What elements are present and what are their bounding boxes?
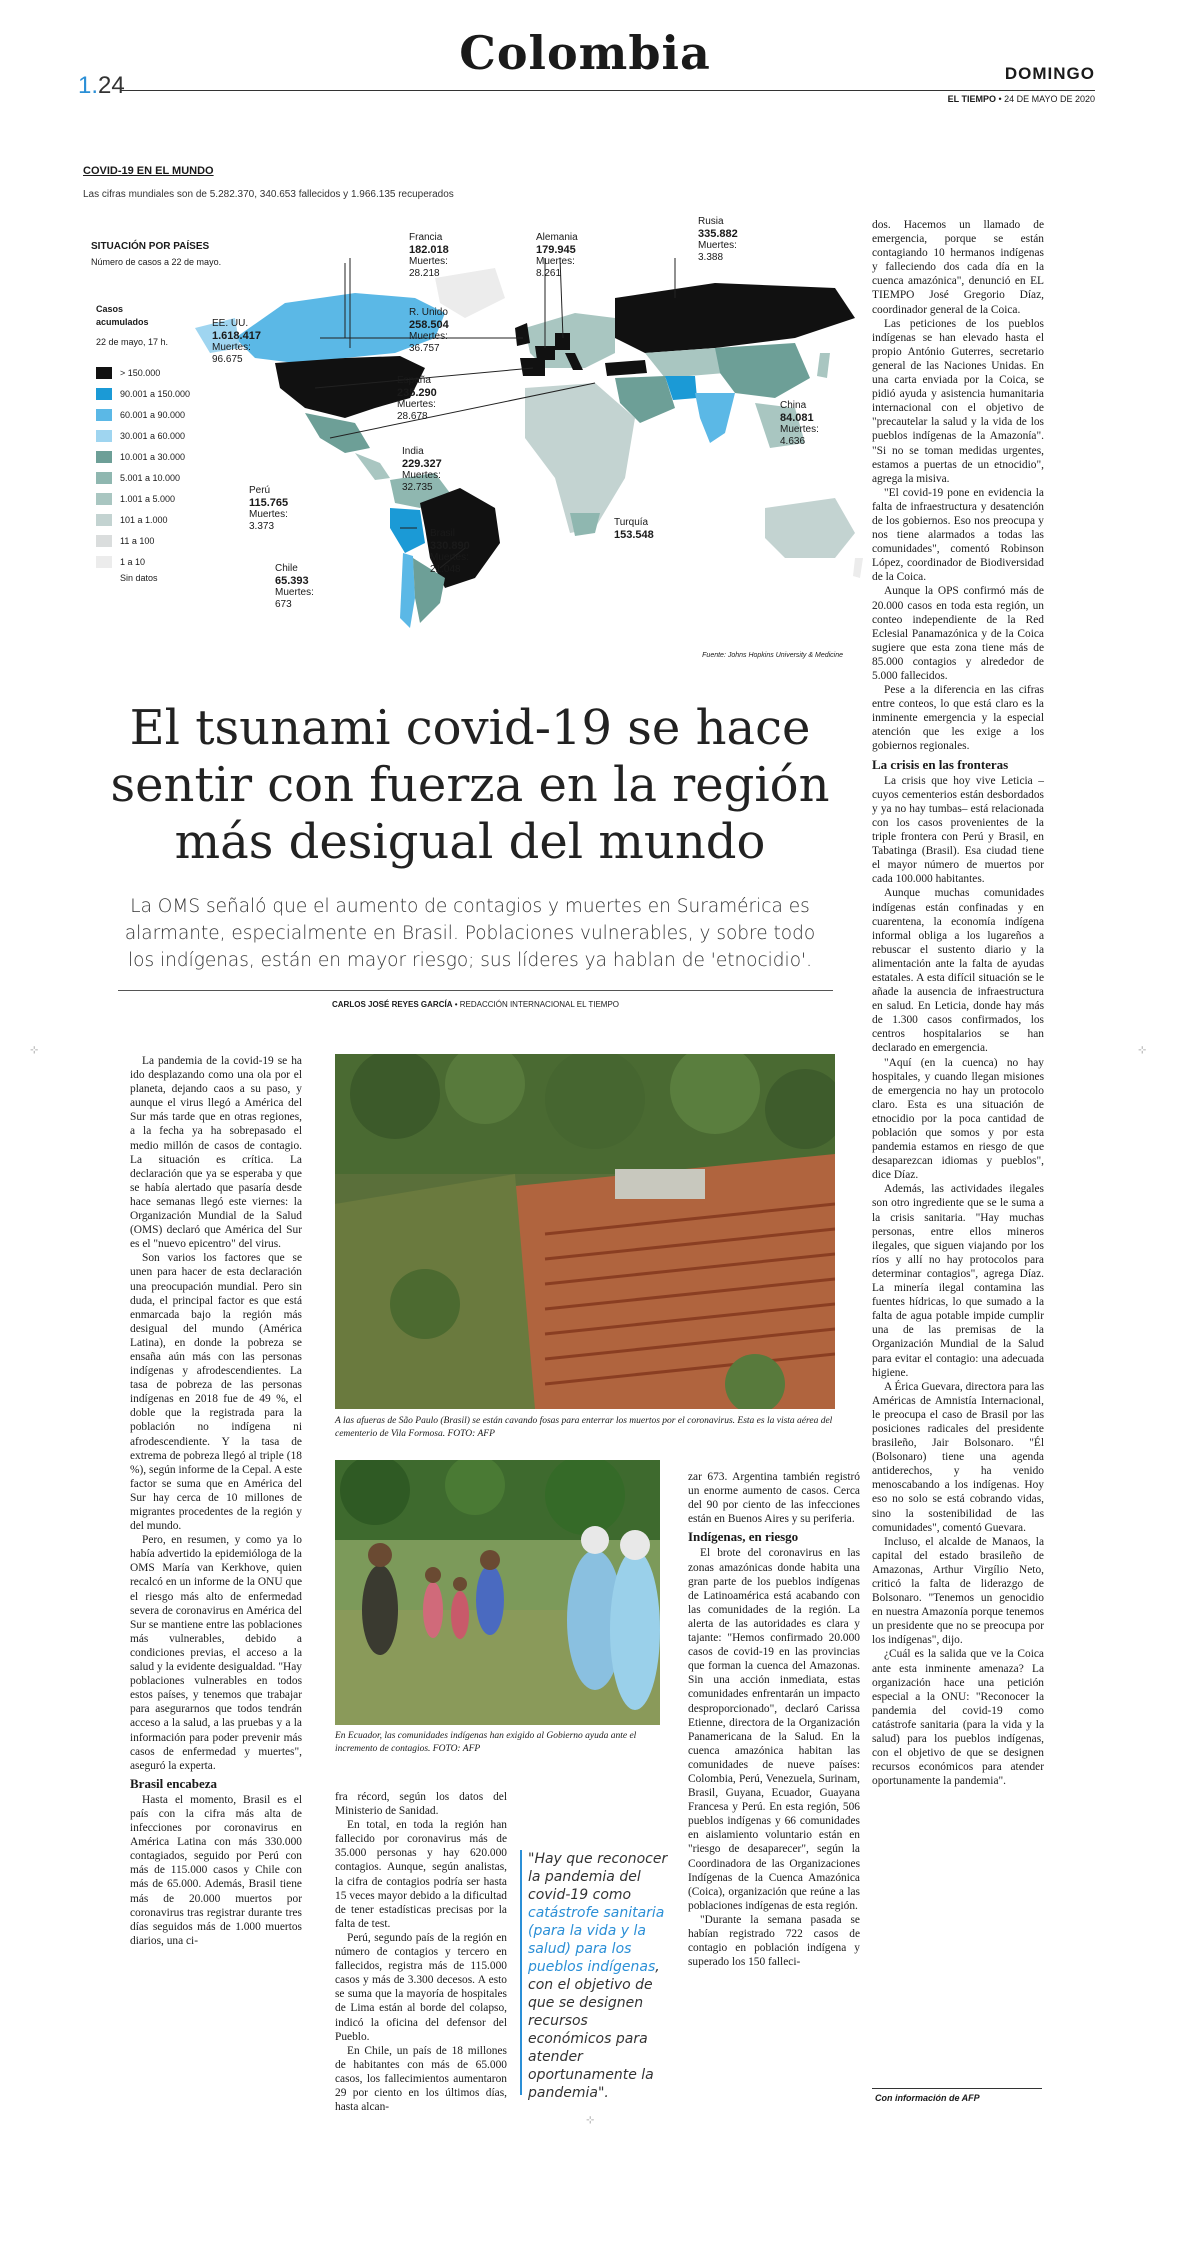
central-america-shape: [355, 453, 390, 480]
legend-swatch: [96, 514, 112, 526]
page-number-value: 24: [98, 72, 125, 99]
body-paragraph: "El covid-19 pone en evidencia la falta de infraestructura y desatención de los gobiernos. Eso nos preocupa y nos tiene alarmados a todas las comunidades", comentó Robinson López, coordinador de Biodiversidad de la Coica.: [872, 486, 1044, 584]
byline-rule: [118, 990, 833, 991]
body-paragraph: Además, las actividades ilegales son otro ingrediente que se le suma a la crisis sanitaria. "Hay muchas personas, entre ellos mineros ilegales, que siguen viajando por los ríos y allí no hay protocolos para determinar contagios", agrega Díaz. La minería ilegal contamina las fuentes hídricas, lo que sumado a la falta de agua potable impide cumplir una de las premisas de la Organización Mundial de la Salud para evitar el contagio: una adecuada higiene.: [872, 1183, 1044, 1379]
article-lead: La OMS señaló que el aumento de contagios y muertes en Suramérica es alarmante, especialmente en Brasil. Poblaciones vulnerables, y sobre todo los indígenas, están en mayor riesgo; sus líderes ya hablan de 'etnocidio'.: [124, 896, 816, 971]
body-column-4: [872, 218, 1044, 1788]
country-label-line: 3.388: [698, 252, 724, 263]
body-paragraph: Pese a la diferencia en las cifras entre conteos, lo que está claro es la inminente emergencia y la especial atención que les exige a los gobiernos regionales.: [872, 684, 1044, 753]
country-label-line: España: [397, 375, 431, 386]
country-label-line: 153.548: [614, 529, 654, 541]
legend-label: 5.001 a 10.000: [120, 472, 181, 483]
country-label-line: 115.765: [249, 497, 289, 509]
country-label-line: Muertes:: [430, 552, 469, 563]
country-label-line: Muertes:: [249, 509, 288, 520]
country-label-line: Muertes:: [780, 424, 819, 435]
body-column-2: [335, 1790, 507, 2114]
legend-swatch: [96, 388, 112, 400]
legend-item: [96, 530, 190, 551]
legend-label: > 150.000: [120, 367, 161, 378]
country-label-line: 179.945: [536, 244, 576, 256]
legend-item: [96, 551, 190, 572]
legend-item: [96, 488, 190, 509]
country-label-line: 32.735: [402, 482, 433, 493]
article-headline: El tsunami covid-19 se hace sentir con fuerza en la región más desigual del mundo: [110, 700, 830, 870]
body-paragraph: dos. Hacemos un llamado de emergencia, porque se están contagiando 10 hermanos indígenas y falleciendo dos cada día en la cuenca amazónica", denunció en EL TIEMPO José Gregorio Díaz, coordinador general de la Coica.: [872, 219, 1044, 316]
china-shape: [715, 343, 810, 398]
sign-rule: [872, 2088, 1042, 2089]
body-paragraph: Las peticiones de los pueblos indígenas se han elevado hasta el propio António Guterres, secretario general de las Naciones Unidas. En una carta enviada por la Coica, se pidió ayuda y asistencia humanitaria internacional con el objetivo de "precautelar la salud y la vida de los pueblos indígenas de la Amazonía". "Si no se toman medidas urgentes, estamos a puertas de un etnocidio", agrega la misiva.: [872, 317, 1044, 485]
legend-label: 101 a 1.000: [120, 514, 168, 525]
body-paragraph: A Érica Guevara, directora para las Américas de Amnistía Internacional, le preocupa el caso de Brasil por las posiciones radicales del presidente brasileño, Jair Bolsonaro. "Él (Bolsonaro) tiene una agenda antiderechos, y ha venido menoscabando a los indígenas. Hoy eso no solo se está cobrando vidas, sino la sostenibilidad de las comunidades", comentó Guevara.: [872, 1380, 1045, 1534]
country-label-line: 28.678: [397, 411, 428, 422]
map-source: Fuente: Johns Hopkins University & Medicine: [702, 652, 843, 659]
country-label-line: 1.618.417: [212, 330, 261, 342]
country-label-line: Muertes:: [698, 240, 737, 251]
country-label-line: Muertes:: [275, 587, 314, 598]
legend-label: 11 a 100: [120, 535, 155, 546]
byline: [118, 1000, 833, 1009]
country-label-line: 229.327: [402, 458, 442, 470]
legend-label: 1.001 a 5.000: [120, 493, 176, 504]
body-paragraph: Hasta el momento, Brasil es el país con la cifra más alta de infecciones por coronavirus en América Latina con más 330.000 contagiados, seguido por Perú con más de 115.000 casos y Chile con más de 65.000. Además, Brasil tiene más de 20.000 muertos por coronavirus tras registrar durante tres días seguidos más de 1.000 muertos diarios, una ci-: [130, 1793, 302, 1947]
label-reino-unido: [409, 307, 449, 355]
body-paragraph: zar 673. Argentina también registró un enorme aumento de casos. Cerca del 90 por ciento de las infecciones están en Buenos Aires y su periferia.: [688, 1471, 860, 1526]
country-label-line: 36.757: [409, 343, 440, 354]
turkey-shape: [605, 360, 647, 376]
body-column-3: [688, 1470, 860, 1969]
infographic-subheading: Las cifras mundiales son de 5.282.370, 340.653 fallecidos y 1.966.135 recuperados: [83, 189, 454, 200]
section-title: Colombia: [459, 26, 711, 80]
legend-title: Casos acumulados: [96, 304, 149, 327]
pull-quote-highlight: catástrofe sanitaria (para la vida y la salud) para los pueblos indígenas: [528, 1905, 665, 1975]
legend-label: 90.001 a 150.000: [120, 388, 191, 399]
country-label-line: 21.048: [430, 564, 461, 575]
legend-item: [96, 362, 190, 383]
country-label-line: 4.636: [780, 436, 806, 447]
legend-swatch: [96, 409, 112, 421]
situation-title: SITUACIÓN POR PAÍSES: [91, 241, 210, 252]
india-shape: [695, 393, 735, 443]
body-paragraph: Perú, segundo país de la región en número de contagios y tercero en fallecidos, registra más de 115.000 casos y más de 3.300 decesos. A esto se suma que la mayoría de hospitales de Lima están al borde del colapso, indicó la oficina del defensor del Pueblo.: [335, 1931, 507, 2043]
masthead-date: [880, 94, 1095, 104]
body-paragraph: Son varios los factores que se unen para hacer de esta declaración una preocupación mundial. Pero sin duda, el principal factor es que está enmarcada bajo la región más desigual del mundo (América Latina), en donde la pobreza se ensaña aún más con las personas indígenas y afrodescendientes. La tasa de pobreza de las personas indígenas en 2018 fue de 49 %, el doble que la registrada para la población no indígena ni afrodescendiente. Y la tasa de extrema de pobreza llegó al triple (18 %), según informe de la Cepal. A este factor se suma que en América del Sur hay cerca de 10 millones de migrantes procedentes de la región y del mundo.: [130, 1252, 302, 1533]
country-label-line: 258.504: [409, 319, 449, 331]
article-sign: Con información de AFP: [875, 2093, 980, 2103]
legend-swatch: [96, 451, 112, 463]
label-brasil: [430, 528, 470, 576]
legend-item: [96, 425, 190, 446]
country-label-line: Brasil: [430, 528, 456, 539]
country-label-line: Chile: [275, 563, 298, 574]
country-label-line: India: [402, 446, 424, 457]
country-label-line: Muertes:: [409, 331, 448, 342]
map-legend: [96, 362, 190, 572]
uk-shape: [515, 323, 530, 346]
legend-item: [96, 467, 190, 488]
country-label-line: 96.675: [212, 354, 243, 365]
country-label-line: Muertes:: [397, 399, 436, 410]
infographic-heading: COVID-19 EN EL MUNDO: [83, 165, 214, 177]
label-alemania: [536, 232, 578, 280]
country-label-line: Muertes:: [409, 256, 448, 267]
body-paragraph: Pero, en resumen, y como ya lo había advertido la epidemióloga de la OMS María van Kerkhove, quien recalcó en un informe de la ONU que el riesgo más alto de enfermedad severa de coronavirus en América del Sur se mantiene entre las poblaciones más vulnerables, debido a condiciones previas, el acceso a la salud y la evidente desigualdad. "Hay poblaciones vulnerables en todos estos países, y tenemos que trabajar para asegurarnos que todos tendrán acceso a la salud, a las pruebas y a la información para poder prevenir más casos de enfermedad y muertes", aseguró la experta.: [130, 1534, 302, 1772]
date-text: • 24 DE MAYO DE 2020: [995, 94, 1095, 104]
country-label-line: Francia: [409, 232, 443, 243]
photo-ecuador-caption: En Ecuador, las comunidades indígenas han exigido al Gobierno ayuda ante el incremento de contagios. FOTO: AFP: [335, 1731, 637, 1754]
label-rusia: [698, 216, 738, 264]
label-espana: [397, 375, 437, 423]
masthead-rule: [120, 90, 1095, 91]
body-paragraph: ¿Cuál es la salida que ve la Coica ante esta inminente amenaza? La organización hace una petición especial a la ONU: "Reconocer la pandemia del covid-19 como catástrofe sanitaria (para la vida y la salud) para los pueblos indígenas, con el objetivo de que se designen recursos económicos para atender oportunamente la pandemia".: [872, 1648, 1044, 1788]
photo-ecuador: [335, 1460, 660, 1725]
label-francia: [409, 232, 449, 280]
legend-label: 60.001 a 90.000: [120, 409, 186, 420]
pull-quote: [520, 1850, 668, 2101]
subheading: Indígenas, en riesgo: [688, 1529, 799, 1545]
country-label-line: Muertes:: [212, 342, 251, 353]
france-shape: [535, 346, 555, 360]
country-label-line: 335.882: [698, 228, 738, 240]
body-paragraph: Aunque muchas comunidades indígenas están confinadas y en cuarentena, la economía indígena informal obliga a los lugareños a rebuscar el sustento diario y la alimentación ante la falta de ayudas estatales. A esta difícil situación se le añade la ausencia de infraestructura en salud. En Leticia, donde hay más de 1.300 casos confirmados, los centros hospitalarios se han declarado en emergencia.: [872, 887, 1044, 1055]
legend-swatch: [96, 367, 112, 379]
country-label-line: 65.393: [275, 575, 309, 587]
country-label-line: R. Unido: [409, 307, 448, 318]
legend-swatch: [96, 430, 112, 442]
country-label-line: 28.218: [409, 268, 440, 279]
situation-subtitle: Número de casos a 22 de mayo.: [91, 257, 222, 267]
body-paragraph: Incluso, el alcalde de Manaos, la capital del estado brasileño de Amazonas, Arthur Virgílio Neto, criticó la falta de liderazgo de Bolsonaro. "Tenemos un genocidio en nuestra Amazonía porque tenemos un presidente que no se preocupa por los indígenas", dijo.: [872, 1535, 1044, 1647]
label-turquia: [614, 517, 654, 541]
legend-item: [96, 509, 190, 530]
legend-label: 1 a 10: [120, 556, 146, 567]
page-number: [78, 72, 125, 100]
legend-item: [96, 446, 190, 467]
central-asia-shape: [645, 348, 725, 378]
label-india: [402, 446, 442, 494]
label-chile: [275, 563, 314, 611]
japan-shape: [817, 353, 830, 378]
country-label-line: Alemania: [536, 232, 578, 243]
country-label-line: 8.261: [536, 268, 562, 279]
photo-cemetery: [335, 1054, 835, 1409]
country-label-line: Rusia: [698, 216, 724, 227]
legend-swatch: [96, 472, 112, 484]
south-africa-shape: [570, 513, 600, 536]
country-label-line: 330.890: [430, 540, 470, 552]
body-paragraph: La crisis que hoy vive Leticia –cuyos cementerios están desbordados y ya no hay tumbas– está relacionada con los casos provenientes de la triple frontera con Perú y Brasil, en Tabatinga (Brasil). Esa ciudad tiene el mayor número de muertos por cada 100.000 habitantes.: [872, 774, 1044, 886]
legend-swatch: [96, 493, 112, 505]
country-label-line: 3.373: [249, 521, 275, 532]
peru-shape: [390, 508, 425, 553]
legend-swatch: [96, 535, 112, 547]
crop-mark-left: ⊹: [30, 1046, 39, 1057]
label-china: [780, 400, 819, 448]
subheading: Brasil encabeza: [130, 1775, 218, 1791]
body-column-1: [130, 1054, 302, 1948]
country-label-line: China: [780, 400, 807, 411]
label-eeuu: [212, 318, 261, 366]
label-peru: [249, 485, 288, 533]
new-zealand-shape: [853, 558, 863, 578]
legend-swatch: [96, 556, 112, 568]
russia-shape: [615, 283, 855, 353]
country-label-line: 673: [275, 599, 292, 610]
country-label-line: 235.290: [397, 387, 437, 399]
chile-shape: [400, 553, 415, 628]
country-label-line: Muertes:: [536, 256, 575, 267]
no-data-label: Sin datos: [120, 573, 158, 583]
body-paragraph: fra récord, según los datos del Ministerio de Sanidad.: [335, 1791, 507, 1818]
masthead-day: DOMINGO: [1004, 64, 1095, 83]
spain-shape: [520, 358, 545, 376]
country-label-line: EE. UU.: [212, 318, 249, 329]
body-paragraph: El brote del coronavirus en las zonas amazónicas donde habita una gran parte de los pueblos indígenas de Latinoamérica está acabando con las comunidades de la región. La alerta de las autoridades es clara y tajante: "Hemos confirmado 20.000 casos de covid-19 en las provincias que forman la cuenca del Amazonas. Sin una acción inmediata, estas comunidades enfrentarán un impacto desproporcionado", declaró Carissa Etienne, directora de la Organización Panamericana de la Salud. En la cuenca amazónica habitan las comunidades de nueve países: Colombia, Perú, Venezuela, Surinam, Brasil, Guyana, Ecuador, Guayana Francesa y Perú. En esta región, 506 pueblos indígenas y 66 comunidades en aislamiento voluntario están en "riesgo de desaparecer", según la Coordinadora de las Organizaciones Indígenas de la Cuenca Amazónica (Coica), organización que reúne a las poblaciones indígenas de esta región.: [688, 1547, 860, 1912]
pull-quote-start: "Hay que reconocer la pandemia del covid-19 como: [528, 1851, 668, 1903]
body-paragraph: "Durante la semana pasada se habían registrado 722 casos de contagio en población indígena y superado los 150 falleci-: [688, 1913, 860, 1969]
mexico-shape: [305, 413, 370, 453]
country-label-line: Perú: [249, 485, 271, 496]
africa-shape: [525, 383, 635, 533]
subheading: La crisis en las fronteras: [872, 756, 1009, 772]
legend-label: 30.001 a 60.000: [120, 430, 186, 441]
body-paragraph: La pandemia de la covid-19 se ha ido desplazando como una ola por el planeta, dejando caos a su paso, y aunque el virus llegó a América del Sur más tarde que en otras regiones, a la fecha ya ha sobrepasado el medio millón de casos de contagio. La situación es crítica. La declaración que ya se esperaba y que se había alertado que pasaría desde hace semanas llegó este viernes: la Organización Mundial de la Salud (OMS) declaró que América del Sur es el "nuevo epicentro" del virus.: [130, 1055, 302, 1251]
page-prefix: 1.: [78, 72, 99, 99]
body-paragraph: En total, en toda la región han fallecido por coronavirus más de 35.000 personas y hay 620.000 contagios. Aunque, según analistas, la cifra de contagios podría ser hasta 15 veces mayor debido a la dificultad de tener estadísticas precisas por la falta de test.: [335, 1819, 507, 1930]
country-label-line: Turquía: [614, 517, 649, 528]
byline-author: CARLOS JOSÉ REYES GARCÍA: [332, 1000, 453, 1009]
crop-mark-bottom: ⊹: [586, 2116, 595, 2127]
body-paragraph: "Aquí (en la cuenca) no hay hospitales, y cuando llegan misiones de emergencia no hay un protocolo claro. Esta es una situación de etnocidio por la poca cantidad de población que somos y por esta pandemia estamos en riesgo de que desaparezcan idiomas y pueblos", dice Díaz.: [872, 1056, 1044, 1182]
legend-label: 10.001 a 30.000: [120, 451, 186, 462]
body-paragraph: En Chile, un país de 18 millones de habitantes con más de 65.000 casos, los fallecimientos aumentaron 29 por ciento en los últimos días, hasta alcan-: [335, 2044, 507, 2114]
byline-desk: • REDACCIÓN INTERNACIONAL EL TIEMPO: [452, 1000, 619, 1009]
australia-shape: [765, 498, 855, 558]
body-paragraph: Aunque la OPS confirmó más de 20.000 casos en toda esta región, un conteo independiente de la Red Eclesial Panamazónica y de la Coica sugiere que esta zona tiene más de 85.000 contagios y alrededor de 5.000 fallecidos.: [872, 585, 1044, 682]
legend-subtitle: 22 de mayo, 17 h.: [96, 337, 169, 347]
legend-item: [96, 383, 190, 404]
pull-quote-end: , con el objetivo de que se designen recursos económicos para atender oportunamente la pandemia".: [528, 1959, 660, 2101]
crop-mark-right: ⊹: [1138, 1046, 1147, 1057]
country-label-line: 84.081: [780, 412, 814, 424]
country-label-line: Muertes:: [402, 470, 441, 481]
paper-name: EL TIEMPO: [947, 94, 996, 104]
country-label-line: 182.018: [409, 244, 449, 256]
legend-item: [96, 404, 190, 425]
photo-cemetery-caption: A las afueras de São Paulo (Brasil) se están cavando fosas para enterrar los muertos por el coronavirus. Esta es la vista aérea del cementerio de Vila Formosa. FOTO: AFP: [335, 1416, 833, 1439]
